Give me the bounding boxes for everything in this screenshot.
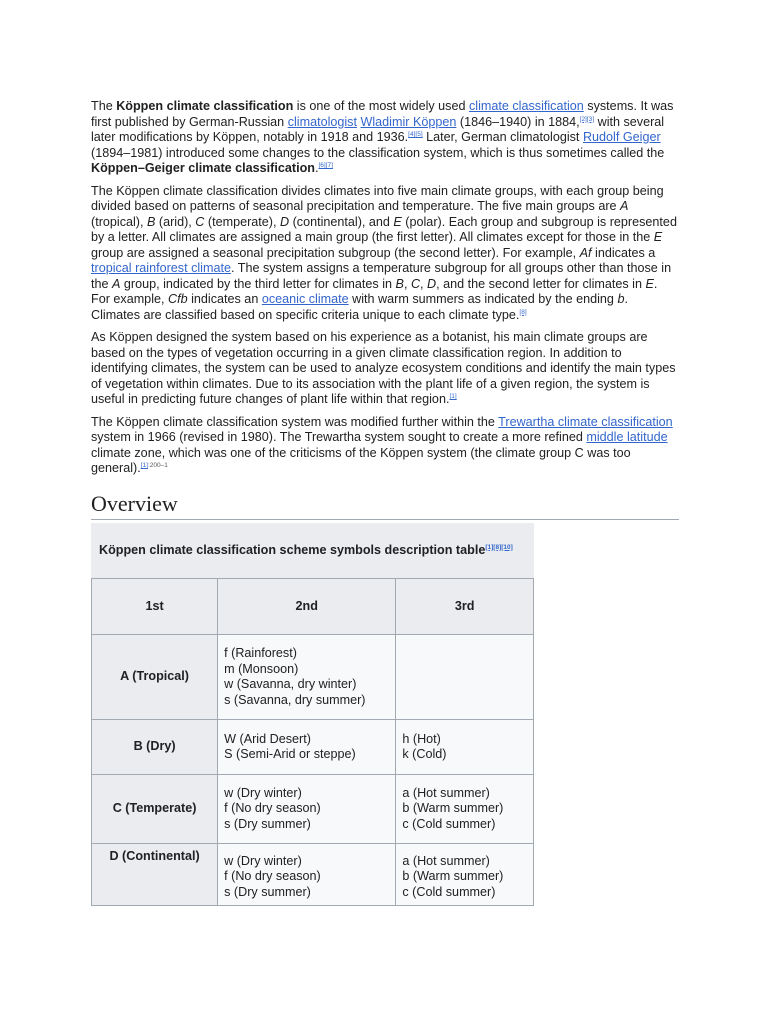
cell-line: f (No dry season) bbox=[224, 869, 321, 883]
text: , and the second letter for climates in bbox=[436, 276, 646, 291]
italic-text: B bbox=[395, 276, 404, 291]
cell-line: a (Hot summer) bbox=[402, 853, 490, 868]
table-cell-third bbox=[396, 775, 534, 844]
cell-line: h (Hot) bbox=[402, 731, 441, 746]
text: (polar). Each group and subgroup is represented by a letter. All climates are assigned a main group (the first letter). All climates except for those in the bbox=[91, 214, 677, 244]
cell-line: W (Arid Desert) bbox=[224, 731, 311, 746]
table-cell-third bbox=[396, 844, 534, 906]
cell-line: k (Cold) bbox=[402, 747, 447, 761]
text: (continental), and bbox=[289, 214, 394, 229]
table-row bbox=[92, 635, 534, 720]
italic-text: Cfb bbox=[168, 292, 188, 306]
text: with several later modifications by Köppen, notably in 1918 and 1936. bbox=[91, 114, 665, 144]
italic-text: E bbox=[653, 230, 663, 244]
link-middle-latitude[interactable]: middle latitude bbox=[586, 430, 668, 444]
table-cell-second bbox=[218, 775, 396, 844]
cell-line: w (Dry winter) bbox=[224, 853, 302, 868]
text: The Köppen climate classification divides climates into five main climate groups, with each group being divided based on patterns of seasonal precipitation and temperature. The five main groups are bbox=[91, 183, 664, 213]
cell-line: a (Hot summer) bbox=[402, 785, 490, 800]
paragraph-vegetation bbox=[91, 330, 679, 408]
text: group, indicated by the third letter for climates in bbox=[120, 276, 396, 291]
paragraph-groups bbox=[91, 184, 679, 324]
text: , bbox=[420, 276, 428, 291]
reference-link[interactable]: [1] bbox=[140, 462, 148, 469]
row-header: C (Temperate) bbox=[92, 775, 218, 844]
link-climate-classification[interactable]: climate classification bbox=[469, 99, 584, 113]
column-header: 1st bbox=[92, 579, 218, 635]
text: As Köppen designed the system based on his experience as a botanist, his main climate groups are based on the types of vegetation occurring in a given climate classification region. In addition to identifying climates, the system can be used to analyze ecosystem conditions and identify the main types of vegetation within climates. Due to its association with the plant life of a given region, the system is useful in predicting future changes of plant life within that region. bbox=[91, 330, 676, 406]
reference-link[interactable]: [2][3] bbox=[579, 115, 595, 123]
link-trewartha-climate-classification[interactable]: Trewartha climate classification bbox=[498, 414, 673, 429]
text: system in 1966 (revised in 1980). The Trewartha system sought to create a more refined bbox=[91, 430, 587, 444]
table-cell-second bbox=[218, 720, 396, 775]
cell-line: s (Dry summer) bbox=[224, 884, 311, 899]
cell-line: w (Savanna, dry winter) bbox=[224, 677, 357, 691]
italic-text: A bbox=[620, 199, 629, 213]
text: (1894–1981) introduced some changes to the classification system, which is thus sometimes called the bbox=[91, 145, 665, 160]
italic-text: C bbox=[195, 214, 205, 229]
text: . bbox=[314, 161, 319, 175]
koppen-symbols-table bbox=[91, 523, 534, 907]
text: climate zone, which was one of the criticisms of the Köppen system (the climate group C was too general). bbox=[91, 445, 631, 475]
cell-line: f (Rainforest) bbox=[224, 646, 297, 660]
text: (arid), bbox=[155, 214, 196, 229]
italic-text: A bbox=[112, 276, 121, 291]
text: (1846–1940) in 1884, bbox=[456, 114, 580, 129]
cell-line: c (Cold summer) bbox=[402, 884, 496, 899]
italic-text: C bbox=[410, 276, 421, 291]
italic-text: D bbox=[427, 276, 437, 291]
italic-text: E bbox=[393, 214, 402, 229]
row-header: B (Dry) bbox=[92, 720, 218, 775]
text: Later, German climatologist bbox=[422, 130, 583, 144]
column-header: 2nd bbox=[218, 579, 396, 635]
reference-link[interactable]: [1][8][10] bbox=[485, 543, 513, 551]
link-oceanic-climate[interactable]: oceanic climate bbox=[261, 292, 349, 306]
text: group are assigned a seasonal precipitation subgroup (the second letter). For example, bbox=[91, 245, 580, 260]
table-row bbox=[92, 844, 534, 906]
italic-text: b bbox=[617, 292, 625, 306]
cell-line: b (Warm summer) bbox=[402, 869, 504, 883]
text: The Köppen climate classification system was modified further within the bbox=[91, 414, 499, 429]
table-cell-second bbox=[218, 635, 396, 720]
text: systems. It was first published by German-Russian bbox=[91, 99, 674, 129]
text: , bbox=[403, 276, 411, 291]
reference-pages: :200–1 bbox=[147, 462, 168, 469]
link-wladimir-koppen[interactable]: Wladimir Köppen bbox=[360, 114, 457, 129]
cell-line: S (Semi-Arid or steppe) bbox=[224, 747, 356, 761]
article-body bbox=[91, 99, 679, 906]
paragraph-intro bbox=[91, 99, 679, 177]
table-header-row bbox=[92, 579, 534, 635]
caption-text: Köppen climate classification scheme symbols description table bbox=[99, 542, 486, 557]
link-climatologist[interactable]: climatologist bbox=[287, 114, 357, 129]
table-cell-third bbox=[396, 635, 534, 720]
text: with warm summers as indicated by the ending bbox=[348, 292, 618, 306]
italic-text: E bbox=[645, 276, 654, 291]
section-heading-overview: Overview bbox=[91, 491, 679, 520]
table-cell-third bbox=[396, 720, 534, 775]
text: (tropical), bbox=[91, 214, 147, 229]
cell-line: s (Dry summer) bbox=[224, 816, 311, 831]
cell-line: s (Savanna, dry summer) bbox=[224, 692, 366, 707]
reference-link[interactable]: [6][7] bbox=[318, 162, 333, 169]
bold-term: Köppen climate classification bbox=[116, 99, 294, 113]
italic-text: B bbox=[146, 214, 156, 229]
text: indicates a bbox=[591, 245, 656, 260]
row-header: D (Continental) bbox=[92, 844, 218, 906]
text: indicates an bbox=[187, 292, 262, 306]
bold-term: Köppen–Geiger climate classification bbox=[91, 161, 315, 175]
text: . Climates are classified based on specific criteria unique to each climate type. bbox=[91, 292, 628, 322]
column-header: 3rd bbox=[396, 579, 534, 635]
reference-link[interactable]: [1] bbox=[449, 393, 457, 400]
cell-line: b (Warm summer) bbox=[402, 801, 504, 816]
italic-text: D bbox=[279, 214, 290, 229]
text: (temperate), bbox=[204, 214, 280, 229]
cell-line: w (Dry winter) bbox=[224, 785, 302, 800]
reference-link[interactable]: [4][5] bbox=[408, 131, 423, 138]
table-cell-second bbox=[218, 844, 396, 906]
italic-text: Af bbox=[579, 245, 592, 260]
table-row bbox=[92, 775, 534, 844]
text: . The system assigns a temperature subgroup for all groups other than those in the bbox=[91, 261, 672, 291]
cell-line: m (Monsoon) bbox=[224, 661, 299, 676]
text: . For example, bbox=[91, 276, 658, 306]
paragraph-trewartha bbox=[91, 415, 679, 477]
table-caption bbox=[91, 523, 534, 579]
cell-line: c (Cold summer) bbox=[402, 816, 496, 831]
text: is one of the most widely used bbox=[293, 99, 469, 113]
row-header: A (Tropical) bbox=[92, 635, 218, 720]
link-tropical-rainforest-climate[interactable]: tropical rainforest climate bbox=[91, 261, 231, 275]
reference-link[interactable]: [8] bbox=[519, 308, 527, 316]
table-row bbox=[92, 720, 534, 775]
cell-line: f (No dry season) bbox=[224, 801, 321, 816]
link-rudolf-geiger[interactable]: Rudolf Geiger bbox=[582, 130, 661, 144]
text: The bbox=[91, 99, 117, 113]
